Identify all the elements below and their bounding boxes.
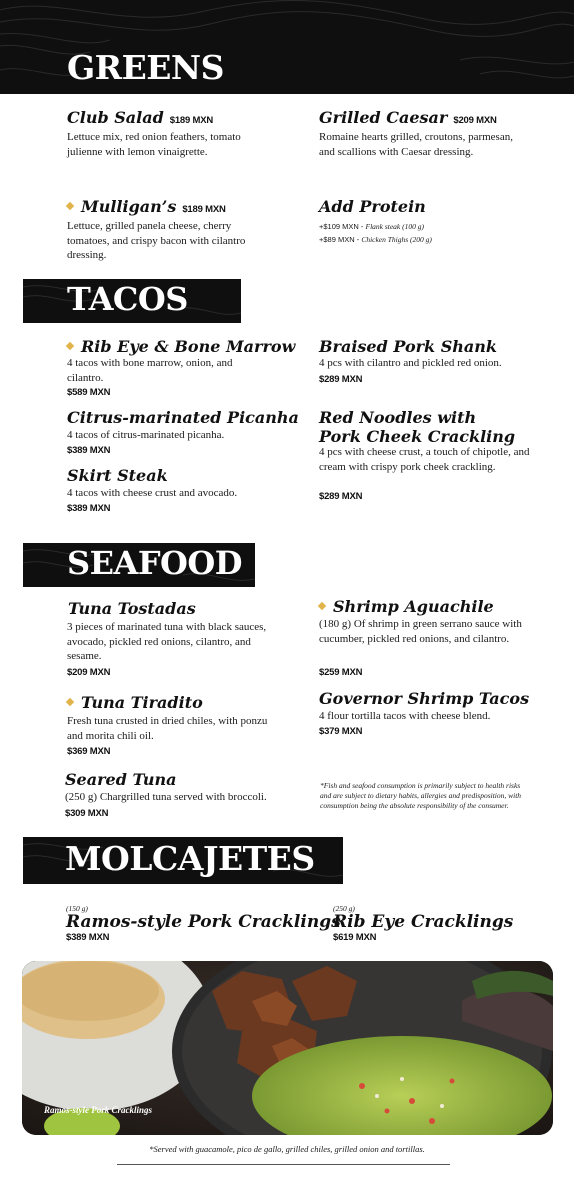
menu-item-governor-tacos-price: $379 MXN <box>319 726 363 737</box>
diamond-bullet-icon <box>66 201 74 209</box>
served-with-note: *Served with guacamole, pico de gallo, grilled chiles, grilled onion and tortillas. <box>149 1144 425 1154</box>
menu-item-red-noodles-price: $289 MXN <box>319 491 363 502</box>
menu-item-tuna-tiradito-name <box>67 693 203 712</box>
diamond-bullet-icon <box>66 697 74 705</box>
menu-item-rib-eye-cracklings-weight: (250 g) <box>333 904 355 913</box>
protein-option-chicken-thighs <box>319 235 432 244</box>
menu-item-red-noodles-desc: 4 pcs with cheese crust, a touch of chipotle, and cream with crispy pork cheek crackling. <box>319 446 530 473</box>
section-title-seafood: SEAFOOD <box>67 544 243 582</box>
menu-item-picanha-desc: 4 tacos of citrus-marinated picanha. <box>67 429 225 441</box>
menu-item-club-salad-desc: Lettuce mix, red onion feathers, tomato julienne with lemon vinaigrette. <box>67 131 241 158</box>
menu-item-shrimp-aguachile-desc: (180 g) Of shrimp in green serrano sauce with cucumber, pickled red onions, and cilantro. <box>319 618 522 645</box>
menu-item-pork-shank-name: Braised Pork Shank <box>319 337 497 356</box>
molcajetes-header-box <box>23 837 343 884</box>
menu-item-shrimp-aguachile-name <box>319 597 494 616</box>
diamond-bullet-icon <box>318 601 326 609</box>
item-name-text: Club Salad <box>67 108 164 127</box>
menu-item-governor-tacos-name: Governor Shrimp Tacos <box>319 689 530 708</box>
item-name-text: Mulligan’s <box>81 197 177 216</box>
menu-item-grilled-caesar-desc: Romaine hearts grilled, croutons, parmesan, and scallions with Caesar dressing. <box>319 131 513 158</box>
menu-item-seared-tuna-price: $309 MXN <box>65 808 109 819</box>
footer-divider <box>117 1164 450 1165</box>
diamond-bullet-icon <box>66 341 74 349</box>
item-price: $189 MXN <box>182 204 226 215</box>
menu-item-ramos-name: Ramos-style Pork Cracklings <box>66 912 341 932</box>
menu-item-tuna-tostadas-desc: 3 pieces of marinated tuna with black sauces, avocado, pickled red onions, cilantro, and sesame. <box>67 621 267 662</box>
menu-item-seared-tuna-name: Seared Tuna <box>65 770 177 789</box>
menu-item-pork-shank-desc: 4 pcs with cilantro and pickled red onion. <box>319 357 502 369</box>
protein-option-flank-steak <box>319 222 424 231</box>
greens-header-band <box>0 0 574 94</box>
menu-item-mulligans-name <box>67 197 226 219</box>
section-title-molcajetes: MOLCAJETES <box>65 839 315 878</box>
menu-item-skirt-steak-name: Skirt Steak <box>67 466 168 485</box>
menu-item-governor-tacos-desc: 4 flour tortilla tacos with cheese blend. <box>319 710 491 722</box>
section-title-tacos: TACOS <box>67 280 188 318</box>
menu-item-rib-eye-name <box>67 337 295 356</box>
menu-item-grilled-caesar-name <box>319 108 497 130</box>
tacos-header-box <box>23 279 241 323</box>
photo-caption: Ramos-style Pork Cracklings <box>44 1105 153 1115</box>
menu-item-seared-tuna-desc: (250 g) Chargrilled tuna served with broccoli. <box>65 791 267 803</box>
protein-price: +$109 MXN - <box>319 222 366 231</box>
item-name-text: Rib Eye & Bone Marrow <box>81 337 296 356</box>
menu-item-tuna-tiradito-price: $369 MXN <box>67 746 111 757</box>
item-price: $209 MXN <box>453 115 497 126</box>
menu-item-mulligans-desc: Lettuce, grilled panela cheese, cherry tomatoes, and crispy bacon with cilantro dressing. <box>67 220 246 261</box>
menu-item-rib-eye-price: $589 MXN <box>67 387 111 398</box>
menu-item-pork-shank-price: $289 MXN <box>319 374 363 385</box>
menu-item-picanha-price: $389 MXN <box>67 445 111 456</box>
protein-item: Flank steak (100 g) <box>365 222 425 231</box>
menu-item-add-protein-name: Add Protein <box>319 197 426 216</box>
menu-item-ramos-price: $389 MXN <box>66 932 110 943</box>
item-name-text: Grilled Caesar <box>319 108 448 127</box>
protein-price: +$89 MXN - <box>319 235 362 244</box>
item-name-text: Shrimp Aguachile <box>333 597 494 616</box>
menu-item-tuna-tostadas-price: $209 MXN <box>67 667 111 678</box>
protein-item: Chicken Thighs (200 g) <box>361 235 432 244</box>
seafood-disclaimer: *Fish and seafood consumption is primarily subject to health risks and are subject to dietary habits, allergies and predisposition, with consumption being the absolute responsibility of the consumer. <box>320 781 522 810</box>
section-title-greens: GREENS <box>67 48 224 87</box>
menu-item-skirt-steak-desc: 4 tacos with cheese crust and avocado. <box>67 487 238 499</box>
menu-item-tuna-tostadas-name: Tuna Tostadas <box>68 599 196 618</box>
menu-item-red-noodles-name: Red Noodles with Pork Cheek Crackling <box>319 408 516 446</box>
menu-item-rib-eye-cracklings-price: $619 MXN <box>333 932 377 943</box>
menu-item-club-salad-name <box>67 108 213 130</box>
item-price: $189 MXN <box>169 115 214 126</box>
menu-item-tuna-tiradito-desc: Fresh tuna crusted in dried chiles, with ponzu and morita chili oil. <box>67 715 268 742</box>
item-name-text: Tuna Tiradito <box>81 693 203 712</box>
seafood-header-box <box>23 543 255 587</box>
menu-item-skirt-steak-price: $389 MXN <box>67 503 111 514</box>
menu-item-picanha-name: Citrus-marinated Picanha <box>67 408 299 427</box>
menu-item-ramos-weight: (150 g) <box>66 904 88 913</box>
menu-item-shrimp-aguachile-price: $259 MXN <box>319 667 363 678</box>
menu-item-rib-eye-cracklings-name: Rib Eye Cracklings <box>333 912 514 932</box>
menu-item-rib-eye-desc: 4 tacos with bone marrow, onion, and cilantro. <box>67 357 233 384</box>
